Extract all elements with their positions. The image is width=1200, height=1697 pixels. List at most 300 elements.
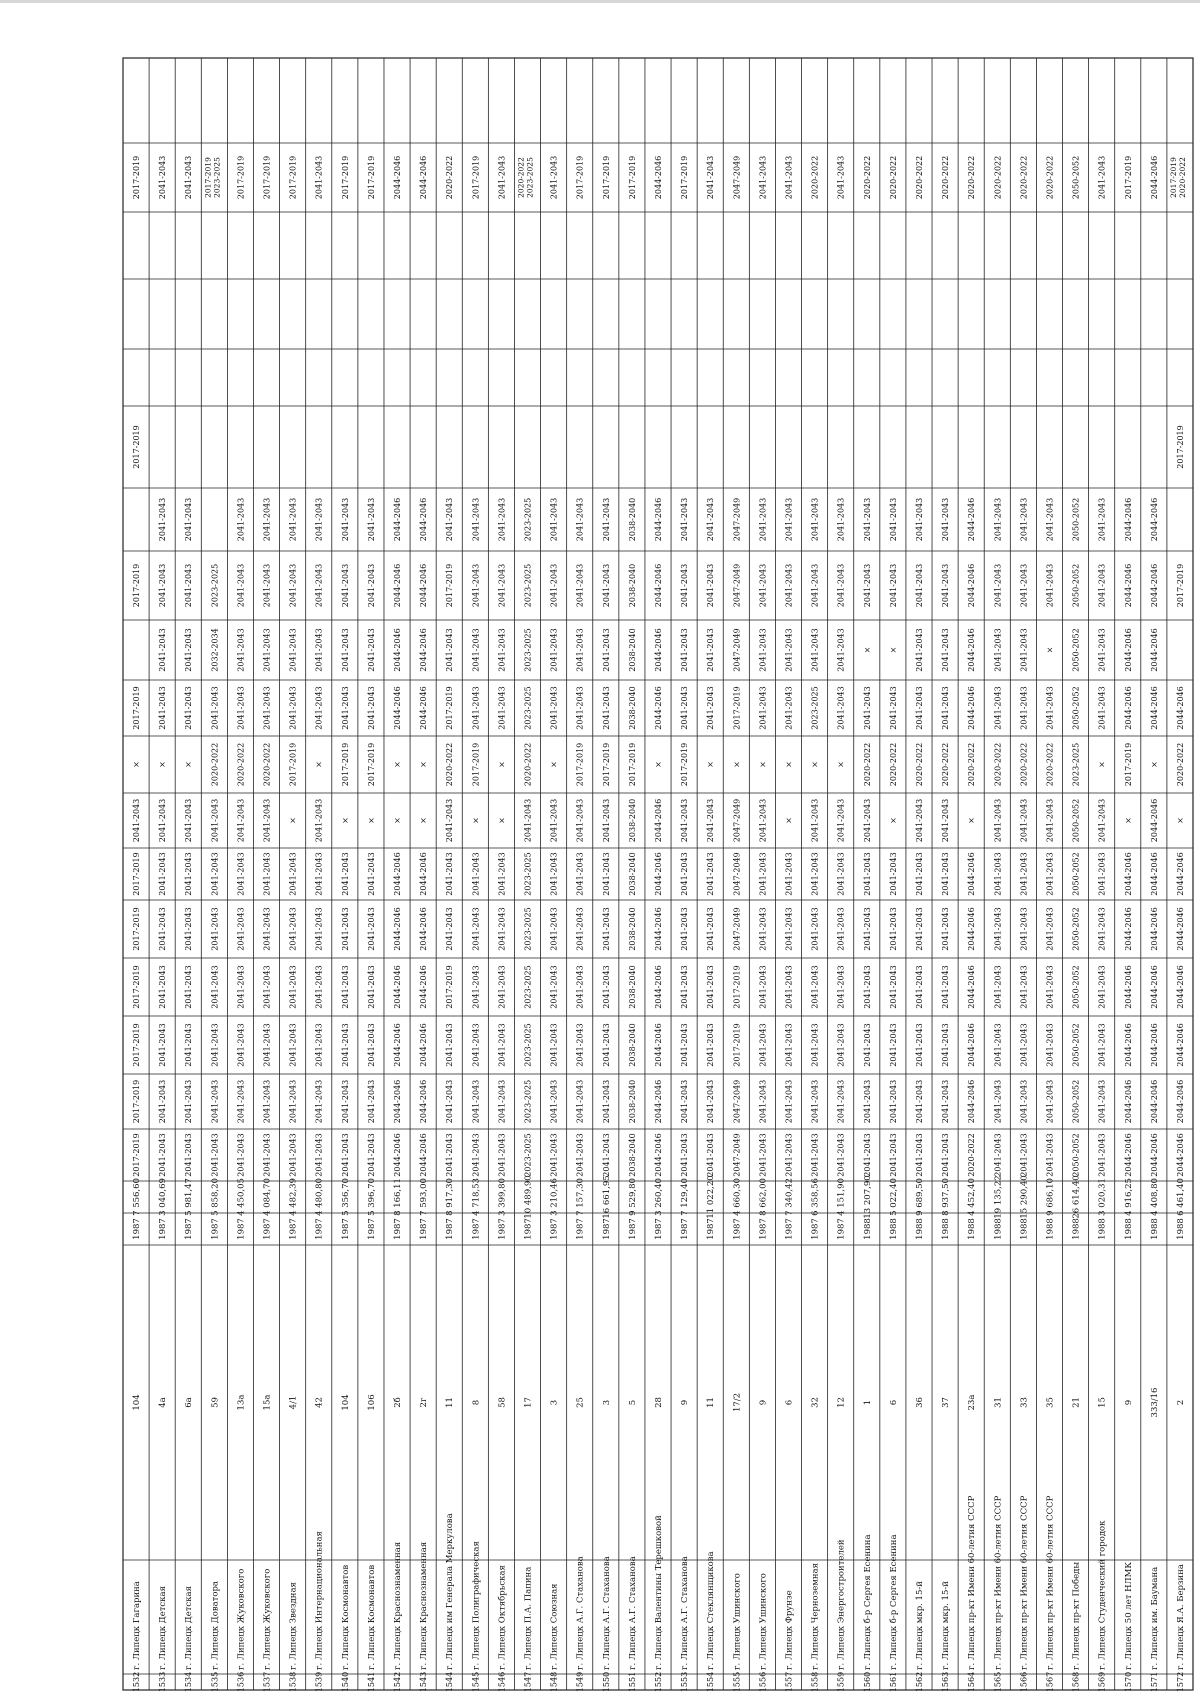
cell-period: 2041-2043: [1097, 907, 1107, 951]
cell-area: 3 040,69: [158, 1178, 169, 1216]
cell-address: г. Липецк Энергостроителей: [836, 1539, 847, 1670]
cell-house: 4/1: [288, 1395, 299, 1410]
cell-year: 1988: [1045, 1218, 1056, 1240]
cell-period: 2020-2022: [1019, 742, 1029, 787]
table-row: [628, 156, 638, 1692]
cell-period: ×: [393, 761, 403, 768]
cell-period: 2041-2043: [158, 852, 168, 896]
cell-period: 2044-2046: [654, 965, 663, 1009]
cell-period: 2041-2043: [158, 628, 168, 672]
cell-period: 2050-2052: [1071, 155, 1081, 200]
cell-period: 2041-2043: [1019, 497, 1029, 542]
cell-period: 2041-2043: [184, 497, 194, 542]
cell-period: 2041-2043: [445, 798, 455, 843]
cell-address: г. Липецк Космонавтов: [366, 1564, 377, 1670]
cell-period: 2041-2043: [888, 497, 898, 542]
cell-period: 2041-2043: [706, 852, 716, 896]
cell-period: 2041-2043: [262, 1079, 272, 1124]
cell-period: 2041-2043: [862, 1023, 872, 1067]
cell-year: 1987: [523, 1218, 534, 1240]
cell-period: 2050-2052: [1071, 907, 1081, 951]
cell-house: 2г: [419, 1397, 430, 1408]
cell-area: 10 489,90: [523, 1175, 534, 1219]
cell-period: 2041-2043: [1097, 1079, 1107, 1124]
cell-period: 2017-2019: [132, 1133, 142, 1177]
cell-period: 2020-2022: [262, 742, 272, 787]
cell-row-number: 1566: [1019, 1671, 1029, 1693]
cell-period: 2020-2022: [236, 742, 246, 787]
cell-period: 2044-2046: [419, 1133, 429, 1177]
cell-row-number: 1564: [967, 1671, 977, 1693]
cell-period: 2017-2019: [680, 155, 690, 200]
cell-period: 2041-2043: [810, 628, 820, 672]
cell-period: 2041-2043: [210, 907, 220, 951]
cell-period: 2041-2043: [1019, 852, 1029, 896]
cell-address: г. Липецк Краснознаменная: [419, 1541, 430, 1670]
cell-period: 2041-2043: [941, 1133, 951, 1177]
cell-period: 2041-2043: [445, 628, 455, 672]
cell-period: 2041-2043: [288, 1023, 298, 1067]
cell-period: 2041-2043: [236, 628, 246, 672]
cell-period: 2020-2022: [967, 155, 977, 200]
cell-address: г. Липецк А.Г. Стаханова: [627, 1556, 638, 1670]
cell-house: 104: [132, 1394, 143, 1411]
cell-row-number: 1569: [1097, 1671, 1107, 1693]
table-row: [203, 157, 221, 1692]
table-row: [367, 156, 377, 1692]
cell-period: 2041-2043: [575, 686, 585, 730]
cell-period: 2044-2046: [419, 497, 429, 542]
cell-period: 2041-2043: [288, 965, 298, 1009]
cell-area: 9 686,10: [1045, 1178, 1056, 1216]
cell-period: 2041-2043: [914, 628, 924, 672]
cell-period: ×: [1149, 761, 1159, 768]
cell-house: 3: [601, 1399, 612, 1406]
cell-year: 1987: [810, 1218, 821, 1240]
cell-period: 2041-2043: [888, 686, 898, 730]
cell-period: 2041-2043: [758, 852, 768, 896]
table-row: [1124, 156, 1134, 1692]
cell-year: 1987: [706, 1218, 717, 1240]
cell-period: 2041-2043: [314, 1133, 324, 1177]
table-row: [915, 156, 925, 1692]
cell-period: 2041-2043: [758, 628, 768, 672]
cell-period: 2041-2043: [836, 1079, 846, 1124]
cell-period: 2044-2046: [967, 497, 977, 542]
cell-period: 2041-2043: [497, 1133, 507, 1177]
cell-period: 2047-2049: [732, 852, 742, 896]
cell-period: 2041-2043: [340, 628, 350, 672]
cell-period: 2041-2043: [601, 1023, 611, 1067]
cell-period: 2041-2043: [445, 497, 455, 542]
cell-period: ×: [158, 761, 168, 768]
cell-period: 2017-2019: [680, 742, 690, 787]
cell-area: 11 022,20: [706, 1175, 717, 1219]
cell-period: 2041-2043: [914, 965, 924, 1009]
cell-period: 2044-2046: [393, 1133, 403, 1177]
cell-row-number: 1550: [601, 1671, 611, 1693]
cell-period: 2041-2043: [1097, 155, 1107, 200]
cell-period: 2041-2043: [810, 852, 820, 896]
cell-period: 2041-2043: [340, 1023, 350, 1067]
cell-year: 1987: [471, 1218, 482, 1240]
cell-period: 2044-2046: [1123, 1079, 1133, 1124]
cell-period: 2041-2043: [549, 1079, 559, 1124]
cell-period: 2041-2043: [810, 497, 820, 542]
cell-period: 2041-2043: [706, 155, 716, 200]
cell-period: 2041-2043: [810, 798, 820, 843]
cell-period: 2041-2043: [1019, 907, 1029, 951]
cell-period: 2041-2043: [888, 563, 898, 608]
cell-period: 2047-2049: [732, 497, 742, 542]
cell-period: 2041-2043: [575, 907, 585, 951]
table-row: [184, 156, 194, 1692]
cell-period: 2020-2022: [1175, 742, 1185, 787]
cell-year: 1987: [549, 1218, 560, 1240]
cell-period: 2041-2043: [314, 1023, 324, 1067]
cell-period: 2044-2046: [1175, 852, 1185, 896]
cell-period: 2038-2040: [627, 563, 637, 608]
cell-period: 2044-2046: [1149, 852, 1159, 896]
cell-period: 2041-2043: [262, 798, 272, 843]
cell-area: 7 556,60: [132, 1178, 143, 1216]
cell-period: 2044-2046: [419, 965, 429, 1009]
cell-period: 2041-2043: [1097, 497, 1107, 542]
cell-period: 2041-2043: [758, 1023, 768, 1067]
cell-period: 2041-2043: [314, 628, 324, 672]
cell-period: 2041-2043: [314, 907, 324, 951]
cell-period: 2041-2043: [575, 1023, 585, 1067]
cell-period: 2041-2043: [366, 965, 376, 1009]
cell-period: 2041-2043: [262, 907, 272, 951]
cell-period: ×: [888, 817, 898, 824]
cell-period: ×: [549, 761, 559, 768]
cell-period: 2041-2043: [236, 798, 246, 843]
table-row: [132, 156, 142, 1692]
cell-period: 2041-2043: [497, 628, 507, 672]
cell-house: 9: [1123, 1399, 1134, 1406]
cell-year: 1987: [419, 1218, 430, 1240]
cell-period: 2023-2025: [523, 1023, 533, 1067]
cell-period: 2017-2019: [575, 742, 585, 787]
cell-period: 2017-2019: [1123, 742, 1133, 787]
cell-period: 2041-2043: [236, 1079, 246, 1124]
cell-period: 2041-2043: [1045, 852, 1055, 896]
cell-period: 2044-2046: [1123, 907, 1133, 951]
cell-period: 2017-2019: [445, 965, 455, 1009]
cell-area: 8 937,50: [941, 1178, 952, 1216]
cell-row-number: 1549: [575, 1671, 585, 1693]
cell-period: 2020-2022: [967, 742, 977, 787]
cell-period: 2044-2046: [1149, 1023, 1159, 1067]
cell-period: 2041-2043: [158, 1023, 168, 1067]
cell-period: 2044-2046: [393, 852, 403, 896]
cell-period: 2041-2043: [680, 628, 690, 672]
cell-period: 2038-2040: [627, 628, 637, 672]
cell-period: 2044-2046: [393, 1079, 403, 1124]
cell-address: г. Липецк б-р Сергея Есенина: [862, 1534, 873, 1670]
cell-period: 2041-2043: [471, 965, 481, 1009]
cell-row-number: 1543: [419, 1671, 429, 1693]
cell-period: 2017-2019: [132, 425, 142, 469]
cell-period: 2041-2043: [862, 563, 872, 608]
table-row: [680, 156, 690, 1692]
cell-period: 2041-2043: [288, 686, 298, 730]
cell-period: 2041-2043: [914, 1023, 924, 1067]
cell-period: 2017-2019: [1175, 563, 1185, 608]
cell-period: 2041-2043: [158, 1079, 168, 1124]
cell-row-number: 1557: [784, 1671, 794, 1693]
cell-period: 2020-2022: [993, 155, 1003, 200]
cell-period: 2041-2043: [184, 907, 194, 951]
cell-period: 2041-2043: [1097, 628, 1107, 672]
cell-year: 1988: [941, 1218, 952, 1240]
cell-house: 42: [314, 1397, 325, 1408]
cell-address: г. Липецк Жуковского: [262, 1568, 273, 1670]
cell-row-number: 1555: [732, 1671, 742, 1693]
cell-row-number: 1563: [941, 1671, 951, 1693]
cell-period: 2041-2043: [288, 907, 298, 951]
cell-period: 2041-2043: [158, 497, 168, 542]
cell-house: 5: [627, 1399, 638, 1406]
cell-period: 2017-2019: [445, 563, 455, 608]
cell-period: 2041-2043: [288, 563, 298, 608]
cell-period: 2041-2043: [210, 1133, 220, 1177]
cell-period: 2041-2043: [888, 1023, 898, 1067]
cell-period: 2041-2043: [1097, 563, 1107, 608]
cell-period: 2041-2043: [706, 1079, 716, 1124]
cell-period: 2041-2043: [340, 686, 350, 730]
cell-period: 2041-2043: [262, 1023, 272, 1067]
cell-period: 2041-2043: [784, 965, 794, 1009]
cell-period: 2041-2043: [1045, 965, 1055, 1009]
cell-period: 2038-2040: [627, 1023, 637, 1067]
cell-period: 2041-2043: [914, 1133, 924, 1177]
cell-row-number: 1542: [393, 1671, 403, 1693]
cell-period: 2041-2043: [210, 1023, 220, 1067]
cell-year: 1987: [445, 1218, 456, 1240]
cell-period: 2041-2043: [445, 1133, 455, 1177]
cell-period: 2041-2043: [549, 965, 559, 1009]
cell-house: 11: [706, 1397, 717, 1408]
cell-year: 1988: [1019, 1218, 1030, 1240]
cell-period: 2041-2043: [184, 798, 194, 843]
cell-period: 2044-2046: [419, 628, 429, 672]
cell-period: 2044-2046: [654, 497, 663, 542]
table-row: [263, 156, 273, 1692]
cell-period: 2044-2046: [967, 686, 977, 730]
cell-period: 2044-2046: [393, 628, 403, 672]
cell-period: 2041-2043: [914, 798, 924, 843]
cell-period: 2041-2043: [1019, 1023, 1029, 1067]
cell-year: 1988: [1123, 1218, 1134, 1240]
cell-period: 2044-2046: [419, 155, 429, 200]
cell-period: 2041-2043: [549, 628, 559, 672]
cell-area: 9 529,80: [627, 1178, 638, 1216]
cell-period: 2044-2046: [1149, 155, 1159, 200]
cell-period: 2017-2019: [732, 1023, 742, 1067]
cell-address: г. Липецк Полиграфическая: [471, 1541, 482, 1670]
cell-period: 2041-2043: [601, 686, 611, 730]
cell-period: 2041-2043: [445, 1079, 455, 1124]
cell-period: ×: [288, 817, 298, 824]
cell-period: 2041-2043: [549, 852, 559, 896]
cell-period: 2038-2040: [627, 798, 637, 843]
cell-period: 2017-2019: [601, 155, 611, 200]
cell-period: 2041-2043: [549, 907, 559, 951]
cell-period: 2044-2046: [967, 563, 977, 608]
cell-period: 2020-2022: [523, 742, 533, 787]
table-row: [289, 156, 299, 1692]
cell-year: 1987: [784, 1218, 795, 1240]
cell-period: 2041-2043: [993, 965, 1003, 1009]
cell-period: ×: [758, 761, 768, 768]
table-body: [132, 156, 1187, 1692]
cell-period: 2041-2043: [784, 628, 794, 672]
cell-period: 2041-2043: [836, 628, 846, 672]
cell-period: 2020-2022: [967, 1133, 977, 1177]
cell-area: 5 356,70: [340, 1178, 351, 1216]
cell-address: г. Липецк Союзная: [549, 1583, 560, 1670]
cell-period: 2044-2046: [393, 563, 403, 608]
cell-year: 1988: [1149, 1218, 1160, 1240]
cell-period: 2041-2043: [706, 563, 716, 608]
cell-house: 23а: [967, 1394, 978, 1411]
cell-period: 2044-2046: [654, 1023, 663, 1067]
cell-period: 2017-2019: [203, 157, 213, 198]
cell-period: 2041-2043: [549, 686, 559, 730]
cell-period: 2041-2043: [366, 1023, 376, 1067]
table-row: [993, 156, 1003, 1692]
cell-period: 2044-2046: [1123, 563, 1133, 608]
cell-period: 2041-2043: [366, 563, 376, 608]
cell-period: 2044-2046: [393, 907, 403, 951]
cell-period: 2041-2043: [784, 1079, 794, 1124]
cell-period: ×: [314, 761, 324, 768]
cell-row-number: 1572: [1175, 1671, 1185, 1693]
cell-period: ×: [497, 761, 507, 768]
cell-period: 2041-2043: [158, 1133, 168, 1177]
cell-row-number: 1554: [706, 1671, 716, 1693]
cell-house: 8: [471, 1399, 482, 1406]
table-row: [471, 156, 481, 1692]
cell-period: 2044-2046: [1175, 686, 1185, 730]
cell-period: 2041-2043: [471, 1133, 481, 1177]
cell-address: г. Липецк им Генерала Меркулова: [445, 1513, 456, 1670]
cell-period: 2044-2046: [393, 1023, 403, 1067]
cell-period: 2041-2043: [314, 965, 324, 1009]
cell-period: 2041-2043: [706, 1133, 716, 1177]
cell-period: 2041-2043: [758, 907, 768, 951]
cell-period: 2041-2043: [340, 1079, 350, 1124]
cell-period: 2041-2043: [862, 497, 872, 542]
cell-row-number: 1539: [314, 1671, 324, 1693]
cell-period: 2041-2043: [601, 798, 611, 843]
cell-period: 2050-2052: [1071, 686, 1081, 730]
cell-row-number: 1532: [132, 1671, 142, 1693]
cell-period: 2044-2046: [419, 1079, 429, 1124]
cell-area: 4 084,70: [262, 1178, 273, 1216]
cell-period: 2041-2043: [1045, 563, 1055, 608]
cell-period: 2044-2046: [654, 907, 663, 951]
cell-period: 2044-2046: [1175, 1023, 1185, 1067]
cell-period: 2041-2043: [862, 965, 872, 1009]
cell-house: 58: [497, 1397, 508, 1408]
cell-period: 2041-2043: [810, 1133, 820, 1177]
cell-year: 1988: [993, 1218, 1004, 1240]
cell-period: ×: [497, 817, 507, 824]
cell-period: 2041-2043: [158, 155, 168, 200]
cell-period: 2017-2019: [236, 155, 246, 200]
cell-period: 2041-2043: [549, 1023, 559, 1067]
cell-period: 2041-2043: [993, 1023, 1003, 1067]
cell-period: 2050-2052: [1071, 1079, 1081, 1124]
cell-house: 31: [993, 1397, 1004, 1408]
cell-period: 2041-2043: [941, 1079, 951, 1124]
cell-period: 2047-2049: [732, 563, 742, 608]
cell-period: 2041-2043: [288, 1133, 298, 1177]
cell-period: 2041-2043: [941, 628, 951, 672]
cell-period: 2041-2043: [941, 1023, 951, 1067]
cell-address: г. Липецк Гагарина: [132, 1581, 143, 1670]
cell-period: ×: [419, 761, 429, 768]
cell-area: 4 450,05: [236, 1178, 247, 1216]
table-row: [941, 156, 951, 1692]
cell-period: 2041-2043: [784, 497, 794, 542]
cell-period: ×: [654, 761, 663, 768]
cell-year: 1987: [393, 1218, 404, 1240]
cell-area: 8 166,11: [393, 1178, 404, 1216]
cell-period: 2041-2043: [993, 798, 1003, 843]
cell-house: 2: [1175, 1399, 1186, 1406]
cell-house: 3: [549, 1399, 560, 1406]
cell-period: 2044-2046: [1149, 1079, 1159, 1124]
cell-period: 2041-2043: [914, 1079, 924, 1124]
cell-period: 2041-2043: [941, 798, 951, 843]
cell-address: г. Липецк мкр. 15-й: [914, 1581, 925, 1670]
cell-period: 2041-2043: [888, 1133, 898, 1177]
cell-period: ×: [393, 817, 403, 824]
cell-period: 2041-2043: [184, 563, 194, 608]
cell-period: 2041-2043: [210, 852, 220, 896]
cell-period: 2041-2043: [314, 497, 324, 542]
cell-period: 2041-2043: [471, 628, 481, 672]
cell-period: 2041-2043: [445, 852, 455, 896]
table-row: [1071, 156, 1082, 1692]
cell-period: 2044-2046: [1175, 965, 1185, 1009]
cell-period: 2017-2019: [132, 686, 142, 730]
cell-period: 2017-2019: [132, 1023, 142, 1067]
cell-period: 2050-2052: [1071, 1023, 1081, 1067]
cell-period: 2041-2043: [836, 798, 846, 843]
cell-period: 2041-2043: [706, 686, 716, 730]
cell-period: 2041-2043: [340, 497, 350, 542]
cell-period: ×: [1175, 817, 1185, 824]
cell-period: 2041-2043: [784, 1133, 794, 1177]
cell-period: 2041-2043: [1097, 686, 1107, 730]
cell-period: 2041-2043: [836, 965, 846, 1009]
cell-period: 2017-2019: [340, 742, 350, 787]
cell-period: 2041-2043: [549, 1133, 559, 1177]
cell-period: 2041-2043: [549, 497, 559, 542]
cell-period: 2017-2019: [1175, 425, 1185, 469]
cell-period: 2044-2046: [1123, 852, 1133, 896]
cell-period: 2041-2043: [575, 563, 585, 608]
cell-period: 2047-2049: [732, 1079, 742, 1124]
cell-house: 6: [784, 1399, 795, 1406]
cell-house: 13а: [236, 1394, 247, 1411]
cell-period: 2023-2025: [523, 563, 533, 608]
